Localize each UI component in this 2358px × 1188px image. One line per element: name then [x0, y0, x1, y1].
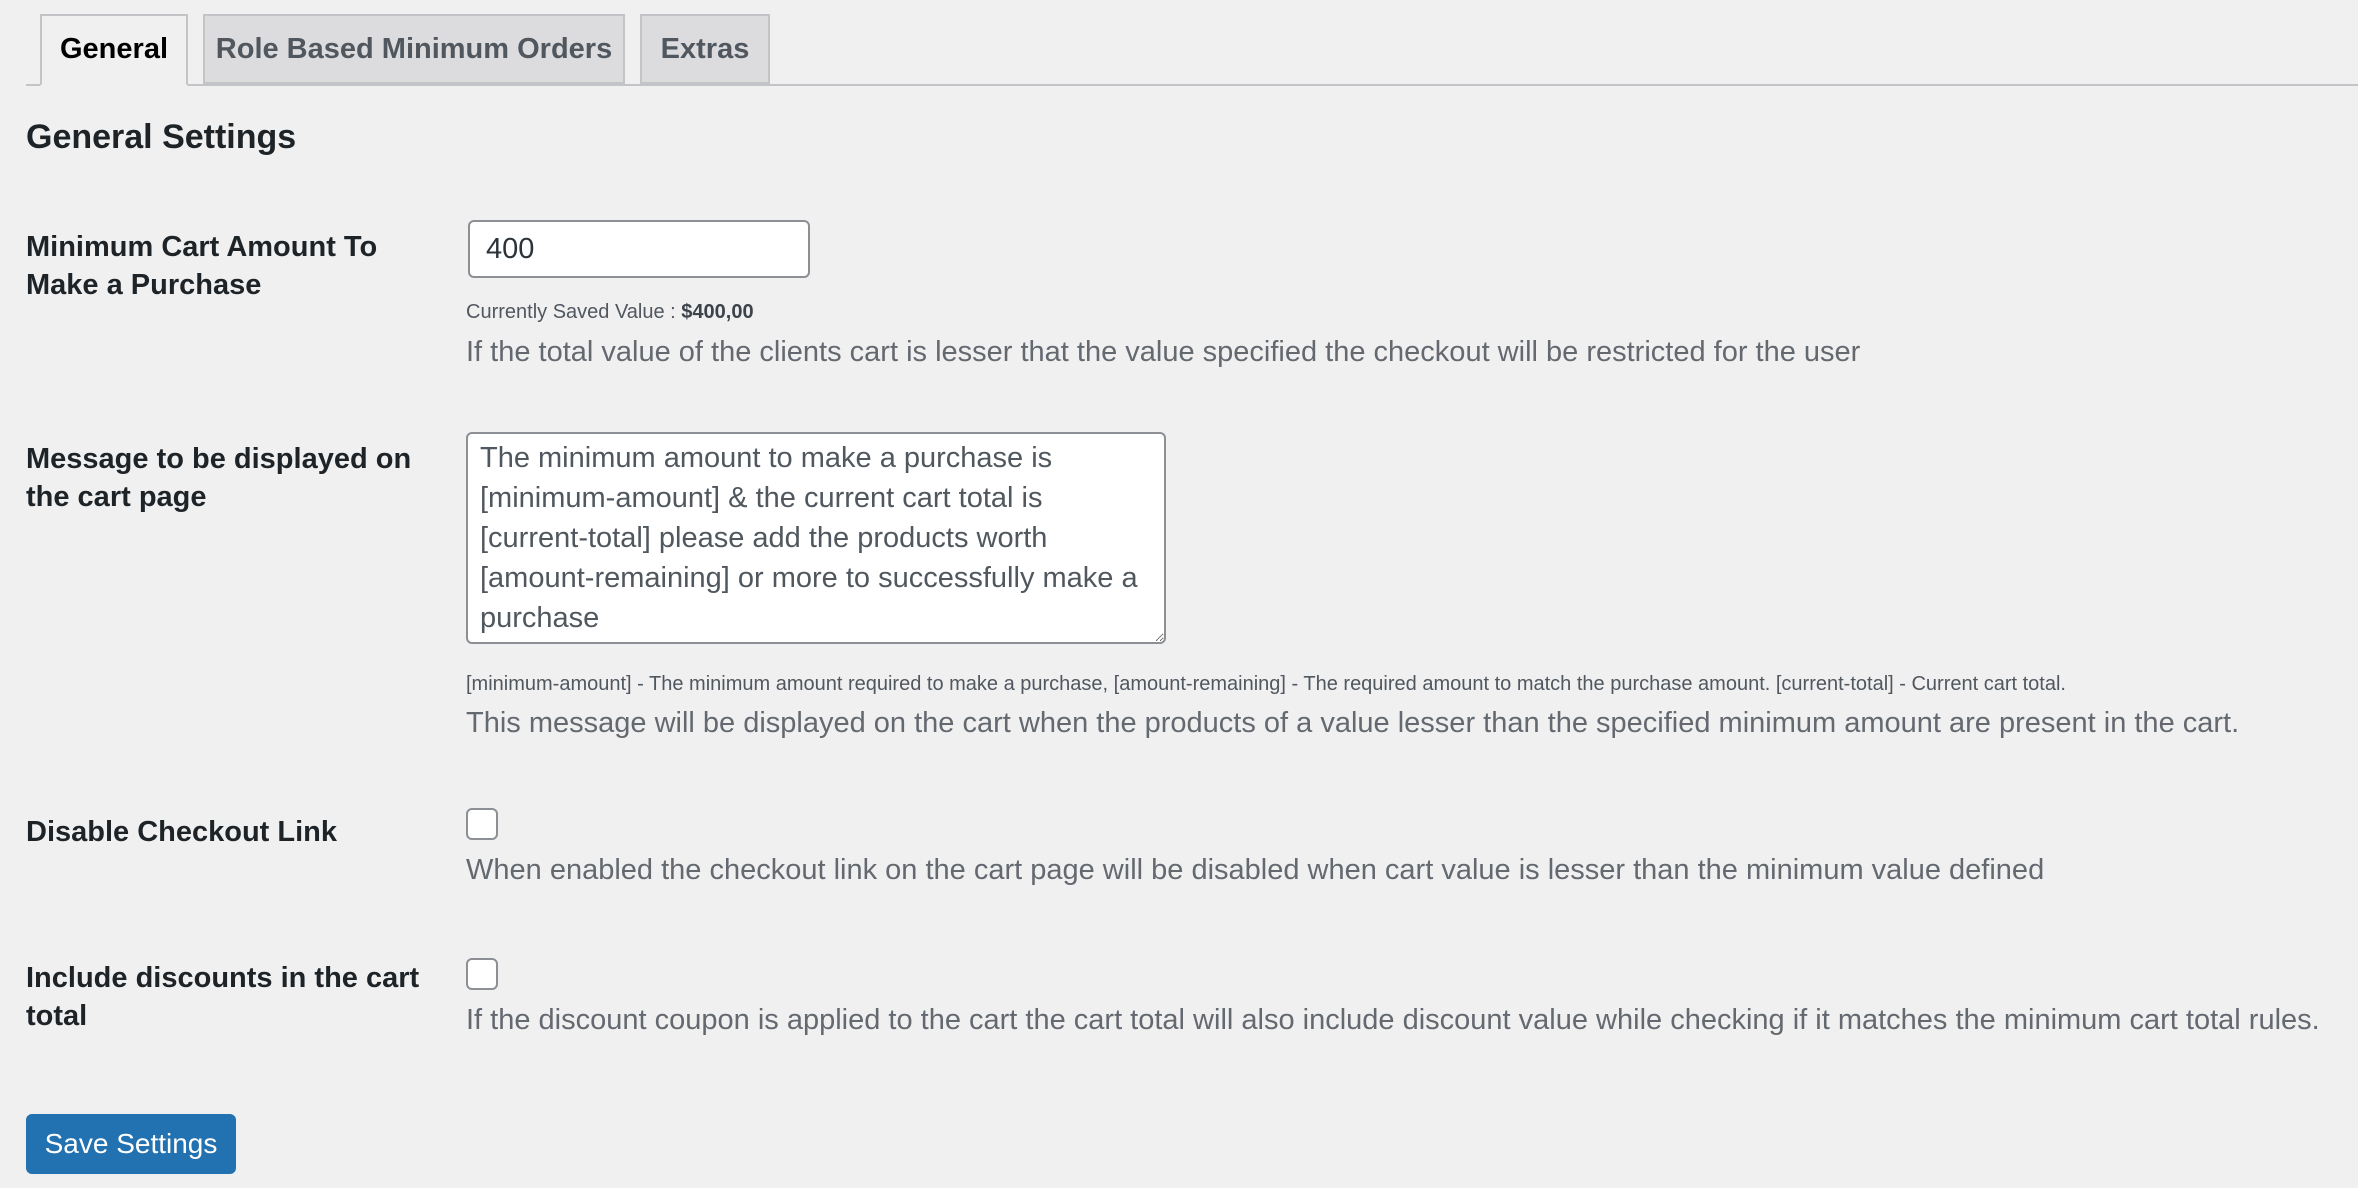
- minimum-amount-input[interactable]: [468, 220, 810, 278]
- minimum-amount-label: Minimum Cart Amount To Make a Purchase: [26, 231, 378, 301]
- include-discounts-label: Include discounts in the cart total: [26, 962, 420, 1032]
- saved-value-note: [466, 297, 754, 327]
- include-discounts-checkbox[interactable]: [466, 958, 498, 990]
- cart-message-placeholders-help: [minimum-amount] - The minimum amount required to make a purchase, [amount-remaining] - The required amount to match the purchase amount. [current-total] - Current cart total.: [466, 673, 2066, 695]
- settings-tabs: [0, 0, 2358, 86]
- page-title: General Settings: [26, 118, 297, 156]
- include-discounts-description: If the discount coupon is applied to the cart the cart total will also include discount value while checking if it matches the minimum cart total rules.: [466, 1004, 2320, 1036]
- tab-extras[interactable]: Extras: [640, 14, 770, 84]
- cart-message-textarea[interactable]: [466, 432, 1166, 644]
- disable-checkout-label: Disable Checkout Link: [26, 816, 338, 848]
- minimum-amount-description: If the total value of the clients cart is lesser that the value specified the checkout will be restricted for the user: [466, 336, 1861, 368]
- disable-checkout-description: When enabled the checkout link on the cart page will be disabled when cart value is lesser than the minimum value defined: [466, 854, 2045, 886]
- saved-value-amount: $400,00: [681, 301, 754, 323]
- disable-checkout-checkbox[interactable]: [466, 808, 498, 840]
- cart-message-description: This message will be displayed on the cart when the products of a value lesser than the specified minimum amount are present in the cart.: [466, 707, 2240, 739]
- tab-general[interactable]: General: [40, 14, 188, 86]
- saved-value-prefix: Currently Saved Value :: [466, 301, 682, 323]
- save-settings-button[interactable]: Save Settings: [26, 1114, 236, 1174]
- tabs-divider: [26, 84, 2358, 86]
- tab-role-based-minimum-orders[interactable]: Role Based Minimum Orders: [203, 14, 625, 84]
- cart-message-label: Message to be displayed on the cart page: [26, 443, 412, 513]
